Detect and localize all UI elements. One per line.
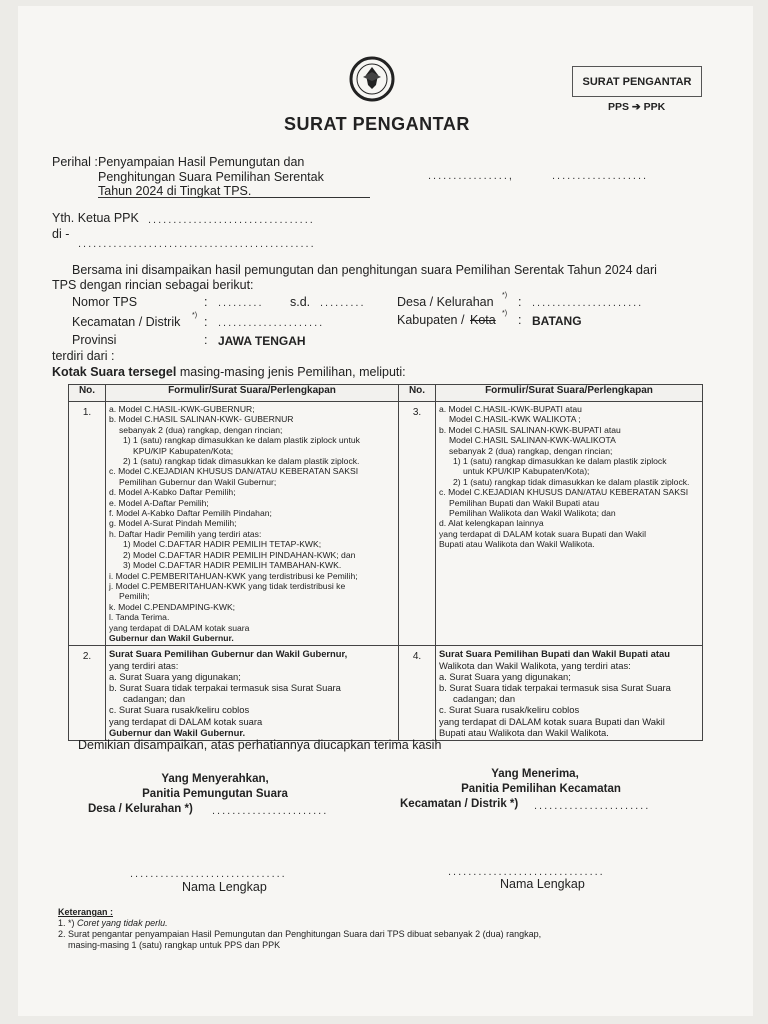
list-item: b. Surat Suara tidak terpakai termasuk sisa Surat Suara xyxy=(109,681,341,693)
list-item: yang terdapat di DALAM kotak suara Bupati dan Wakil xyxy=(439,528,646,539)
keterangan-item-2-line-1: 2. Surat pengantar penyampaian Hasil Pemungutan dan Penghitungan Suara dari TPS dibuat sebanyak 2 (dua) rangkap, xyxy=(58,929,542,939)
list-item: Pemilih; xyxy=(119,591,150,602)
perihal-line-3: Tahun 2024 di Tingkat TPS. xyxy=(98,184,252,198)
sig-left-line3: Desa / Kelurahan *) xyxy=(88,803,193,815)
kecamatan-label: Kecamatan / Distrik xyxy=(72,315,181,329)
list-item: Bupati atau Walikota dan Wakil Walikota. xyxy=(439,539,595,550)
list-item: Model C.HASIL SALINAN-KWK-WALIKOTA xyxy=(449,435,616,446)
right-name-field[interactable]: ............................... xyxy=(448,866,605,878)
list-item: Model C.HASIL-KWK WALIKOTA ; xyxy=(449,414,581,425)
ppk-address-field[interactable]: ............................................... xyxy=(78,238,316,250)
colon: : xyxy=(518,313,522,327)
list-item: KPU/KIP Kabupaten/Kota; xyxy=(133,445,234,456)
list-item: 2) 1 (satu) rangkap tidak dimasukkan ke dalam plastik ziplock. xyxy=(453,476,690,487)
list-item: b. Model C.HASIL SALINAN-KWK- GUBERNUR xyxy=(109,414,294,425)
row-number: 4. xyxy=(399,646,436,741)
header-formulir-right: Formulir/Surat Suara/Perlengkapan xyxy=(436,385,703,402)
kecamatan-field[interactable]: ..................... xyxy=(218,317,325,329)
row2-left-cell xyxy=(106,646,399,741)
list-item: 2) Model C.DAFTAR HADIR PEMILIH PINDAHAN-KWK; dan xyxy=(123,549,356,560)
table-row xyxy=(69,646,703,741)
list-item: c. Model C.KEJADIAN KHUSUS DAN/ATAU KEBERATAN SAKSI xyxy=(439,487,689,498)
table-header-row xyxy=(69,385,703,402)
list-item: yang terdiri atas: xyxy=(109,659,179,671)
list-item: c. Surat Suara rusak/keliru coblos xyxy=(439,704,580,716)
list-item: Gubernur dan Wakil Gubernur. xyxy=(109,632,234,643)
keterangan-item-1-text: Coret yang tidak perlu. xyxy=(77,918,168,928)
list-item: untuk KPU/KIP Kabupaten/Kota); xyxy=(463,466,590,477)
perihal-underline xyxy=(98,197,370,198)
list-item: i. Model C.PEMBERITAHUAN-KWK yang terdistribusi ke Pemilih; xyxy=(109,570,358,581)
list-item: Gubernur dan Wakil Gubernur. xyxy=(109,726,246,738)
list-item: Pemilihan Walikota dan Wakil Walikota; dan xyxy=(449,508,616,519)
kota-struck-label: Kota xyxy=(470,313,496,327)
list-item: a. Surat Suara yang digunakan; xyxy=(439,670,571,682)
perihal-label: Perihal : xyxy=(52,155,98,169)
row2-right-cell xyxy=(436,646,703,741)
list-item: 1) 1 (satu) rangkap dimasukkan ke dalam plastik ziplock untuk xyxy=(123,435,360,446)
list-item: d. Model A-Kabko Daftar Pemilih; xyxy=(109,487,236,498)
yth-label: Yth. Ketua PPK xyxy=(52,211,139,225)
nomor-tps-from-field[interactable]: ......... xyxy=(218,297,264,309)
header-no-left: No. xyxy=(69,385,106,402)
desa-field[interactable]: ...................... xyxy=(532,297,644,309)
list-item: 3) Model C.DAFTAR HADIR PEMILIH TAMBAHAN-KWK. xyxy=(123,560,342,571)
list-item: Pemilihan Bupati dan Wakil Bupati atau xyxy=(449,497,600,508)
row-number: 2. xyxy=(69,646,106,741)
di-label: di - xyxy=(52,227,70,241)
keterangan-section xyxy=(58,907,541,951)
list-item: cadangan; dan xyxy=(453,693,516,705)
list-item: 1) 1 (satu) rangkap dimasukkan ke dalam plastik ziplock xyxy=(453,456,667,467)
kotak-suara-intro xyxy=(52,365,406,379)
sig-right-line2: Panitia Pemilihan Kecamatan xyxy=(461,783,621,795)
kpu-logo-icon xyxy=(349,55,395,103)
colon: : xyxy=(518,295,522,309)
footnote-mark: *) xyxy=(192,312,198,319)
kotak-suara-bold: Kotak Suara tersegel xyxy=(52,365,177,379)
header-no-right: No. xyxy=(399,385,436,402)
terdiri-label: terdiri dari : xyxy=(52,349,115,363)
list-item: c. Surat Suara rusak/keliru coblos xyxy=(109,704,250,716)
list-item: 2) 1 (satu) rangkap tidak dimasukkan ke dalam plastik ziplock. xyxy=(123,456,360,467)
row-number: 3. xyxy=(399,402,436,646)
kabupaten-label: Kabupaten / xyxy=(397,313,465,327)
list-item: j. Model C.PEMBERITAHUAN-KWK yang tidak terdistribusi ke xyxy=(109,580,346,591)
provinsi-label: Provinsi xyxy=(72,333,117,347)
header-formulir-left: Formulir/Surat Suara/Perlengkapan xyxy=(106,385,399,402)
footnote-mark: *) xyxy=(502,292,508,299)
document-tag-box: SURAT PENGANTAR xyxy=(572,66,702,97)
keterangan-title: Keterangan : xyxy=(58,907,114,917)
keterangan-item-1 xyxy=(58,918,541,929)
route-label: PPS ➔ PPK xyxy=(608,101,666,113)
sig-left-line1: Yang Menyerahkan, xyxy=(161,773,269,785)
left-name-field[interactable]: ............................... xyxy=(130,868,287,880)
place-field[interactable]: ................, xyxy=(428,170,514,182)
page-title: SURAT PENGANTAR xyxy=(284,114,470,134)
list-item: Surat Suara Pemilihan Bupati dan Wakil Bupati atau xyxy=(439,648,670,660)
list-item: f. Model A-Kabko Daftar Pemilih Pindahan; xyxy=(109,508,272,519)
footnote-prefix: 1. *) xyxy=(58,918,75,928)
colon: : xyxy=(204,315,208,329)
desa-sign-field[interactable]: ....................... xyxy=(212,805,329,817)
list-item: sebanyak 2 (dua) rangkap, dengan rincian; xyxy=(119,424,283,435)
list-item: l. Tanda Terima. xyxy=(109,612,170,623)
list-item: g. Model A-Surat Pindah Memilih; xyxy=(109,518,237,529)
list-item: yang terdapat di DALAM kotak suara Bupati dan Wakil xyxy=(439,715,665,727)
right-name-label: Nama Lengkap xyxy=(500,877,585,891)
list-item: a. Model C.HASIL-KWK-BUPATI atau xyxy=(439,404,582,414)
list-item: a. Surat Suara yang digunakan; xyxy=(109,670,241,682)
sig-right-line3: Kecamatan / Distrik *) xyxy=(400,798,519,810)
ppk-name-field[interactable]: ................................. xyxy=(148,214,315,226)
kecamatan-sign-field[interactable]: ....................... xyxy=(534,800,651,812)
list-item: b. Model C.HASIL SALINAN-KWK-BUPATI atau xyxy=(439,424,621,435)
list-item: Surat Suara Pemilihan Gubernur dan Wakil Gubernur, xyxy=(109,648,348,660)
list-item: d. Alat kelengkapan lainnya xyxy=(439,518,544,529)
list-item: Walikota dan Wakil Walikota, yang terdiri atas: xyxy=(439,659,631,671)
kabupaten-value: BATANG xyxy=(532,314,582,328)
left-name-label: Nama Lengkap xyxy=(182,880,267,894)
intro-line-2: TPS dengan rincian sebagai berikut: xyxy=(52,278,254,292)
row1-right-cell xyxy=(436,402,703,646)
list-item: yang terdapat di DALAM kotak suara xyxy=(109,715,263,727)
list-item: sebanyak 2 (dua) rangkap, dengan rincian; xyxy=(449,445,613,456)
sig-left-line2: Panitia Pemungutan Suara xyxy=(142,788,288,800)
list-item: Pemilihan Gubernur dan Wakil Gubernur; xyxy=(119,476,277,487)
sig-right-line1: Yang Menerima, xyxy=(491,768,579,780)
list-item: Bupati atau Walikota dan Wakil Walikota. xyxy=(439,726,609,738)
provinsi-value: JAWA TENGAH xyxy=(218,334,306,348)
table-row xyxy=(69,402,703,646)
desa-label: Desa / Kelurahan xyxy=(397,295,494,309)
nomor-tps-to-field[interactable]: ......... xyxy=(320,297,366,309)
intro-line-1: Bersama ini disampaikan hasil pemungutan dan penghitungan suara Pemilihan Serentak Tahun 2024 dari xyxy=(72,263,657,277)
nomor-tps-label: Nomor TPS xyxy=(72,295,138,309)
list-item: yang terdapat di DALAM kotak suara xyxy=(109,622,250,633)
perihal-line-1: Penyampaian Hasil Pemungutan dan xyxy=(98,155,305,169)
perihal-line-2: Penghitungan Suara Pemilihan Serentak xyxy=(98,170,324,184)
sd-label: s.d. xyxy=(290,295,311,309)
list-item: b. Surat Suara tidak terpakai termasuk sisa Surat Suara xyxy=(439,681,671,693)
colon: : xyxy=(204,333,208,347)
date-field[interactable]: ................... xyxy=(552,170,649,182)
list-item: h. Daftar Hadir Pemilih yang terdiri atas: xyxy=(109,528,262,539)
list-item: 1) Model C.DAFTAR HADIR PEMILIH TETAP-KWK; xyxy=(123,539,322,550)
list-item: a. Model C.HASIL-KWK-GUBERNUR; xyxy=(109,404,255,414)
contents-table xyxy=(68,384,703,741)
kotak-suara-rest: masing-masing jenis Pemilihan, meliputi: xyxy=(176,365,406,379)
list-item: k. Model C.PENDAMPING-KWK; xyxy=(109,601,236,612)
row-number: 1. xyxy=(69,402,106,646)
colon: : xyxy=(204,295,208,309)
closing-text: Demikian disampaikan, atas perhatiannya diucapkan terima kasih xyxy=(78,738,442,752)
list-item: c. Model C.KEJADIAN KHUSUS DAN/ATAU KEBERATAN SAKSI xyxy=(109,466,359,477)
list-item: cadangan; dan xyxy=(123,693,186,705)
list-item: e. Model A-Daftar Pemilih; xyxy=(109,497,209,508)
keterangan-item-2-line-2: masing-masing 1 (satu) rangkap untuk PPS dan PPK xyxy=(68,940,281,950)
row1-left-cell xyxy=(106,402,399,646)
footnote-mark: *) xyxy=(502,310,508,317)
